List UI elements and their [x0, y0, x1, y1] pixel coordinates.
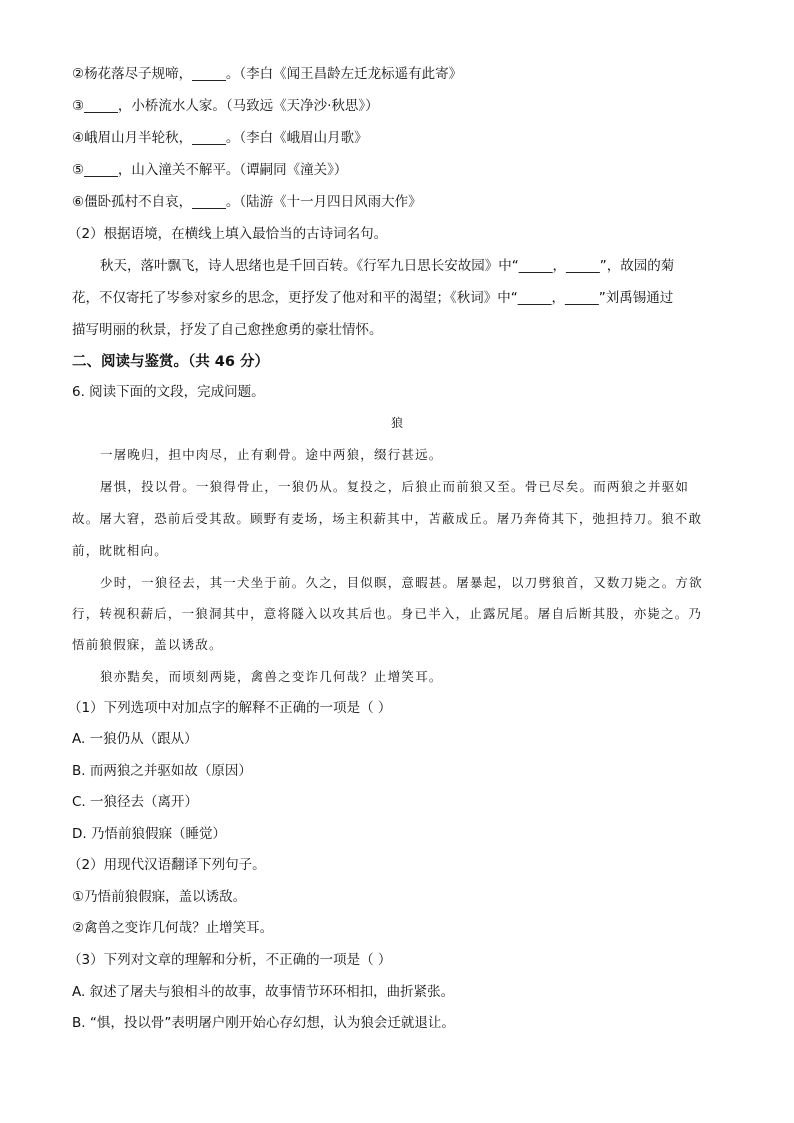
- analysis-option-b: B. “惧，投以骨”表明屠户刚开始心存幻想，认为狼会迁就退让。: [72, 1015, 455, 1031]
- context-line-3: 描写明丽的秋景，抒发了自己愈挫愈勇的豪壮情怀。: [72, 322, 383, 338]
- passage-title: 狼: [390, 416, 403, 430]
- option-b: B. 而两狼之并驱如故（原因）: [72, 763, 252, 779]
- analysis-option-a: A. 叙述了屠夫与狼相斗的故事，故事情节环环相扣，曲折紧张。: [72, 984, 455, 1000]
- poem-line-2: ②杨花落尽子规啼，_____。（李白《闻王昌龄左迁龙标遥有此寄》: [72, 66, 463, 82]
- passage-para-4: 狼亦黠矣，而顷刻两毙，禽兽之变诈几何哉？止增笑耳。: [100, 669, 443, 684]
- option-c: C. 一狼径去（离开）: [72, 794, 199, 810]
- sub-question-2-prompt: （2）用现代汉语翻译下列句子。: [68, 857, 266, 873]
- poem-line-6: ⑥僵卧孤村不自哀，_____。（陆游《十一月四日风雨大作》: [72, 194, 422, 210]
- question-2-prompt: （2）根据语境，在横线上填入最恰当的古诗词名句。: [68, 226, 388, 242]
- poem-line-3: ③_____，小桥流水人家。（马致远《天净沙·秋思》）: [72, 98, 379, 114]
- option-d: D. 乃悟前狼假寐（睡觉）: [72, 826, 226, 842]
- passage-para-3-line-1: 少时，一狼径去，其一犬坐于前。久之，目似瞑，意暇甚。屠暴起，以刀劈狼首，又数刀毙之。方欲: [100, 575, 703, 590]
- context-line-1: 秋天，落叶飘飞，诗人思绪也是千回百转。《行军九日思长安故园》中“_____，_____”，故园的菊: [100, 258, 675, 274]
- option-a: A. 一狼仍从（跟从）: [72, 731, 198, 747]
- passage-para-2-line-1: 屠惧，投以骨。一狼得骨止，一狼仍从。复投之，后狼止而前狼又至。骨已尽矣。而两狼之并驱如: [100, 479, 690, 494]
- sub-question-3-prompt: （3）下列对文章的理解和分析，不正确的一项是（ ）: [68, 952, 392, 968]
- passage-para-2-line-2: 故。屠大窘，恐前后受其敌。顾野有麦场，场主积薪其中，苫蔽成丘。屠乃奔倚其下，弛担持刀。狼不敢: [72, 511, 703, 526]
- poem-line-5: ⑤_____，山入潼关不解平。（谭嗣同《潼关》）: [72, 162, 348, 178]
- sub-question-1-prompt: （1）下列选项中对加点字的解释不正确的一项是（ ）: [68, 700, 392, 716]
- passage-para-2-line-3: 前，眈眈相向。: [72, 543, 168, 558]
- question-6-prompt: 6. 阅读下面的文段，完成问题。: [72, 384, 265, 400]
- passage-para-3-line-2: 行，转视积薪后，一狼洞其中，意将隧入以攻其后也。身已半入，止露尻尾。屠自后断其股，亦毙之。乃: [72, 606, 703, 621]
- translate-item-2: ②禽兽之变诈几何哉？止增笑耳。: [72, 920, 274, 936]
- translate-item-1: ①乃悟前狼假寐，盖以诱敌。: [72, 889, 247, 905]
- poem-line-4: ④峨眉山月半轮秋，_____。（李白《峨眉山月歌》: [72, 130, 368, 146]
- passage-para-1: 一屠晚归，担中肉尽，止有剩骨。途中两狼，缀行甚远。: [100, 447, 443, 462]
- passage-para-3-line-3: 悟前狼假寐，盖以诱敌。: [72, 637, 223, 652]
- context-line-2: 花，不仅寄托了岑参对家乡的思念，更抒发了他对和平的渴望；《秋词》中“_____，_____”刘禹锡通过: [72, 290, 674, 306]
- section-title: 二、阅读与鉴赏。（共 46 分）: [72, 354, 270, 370]
